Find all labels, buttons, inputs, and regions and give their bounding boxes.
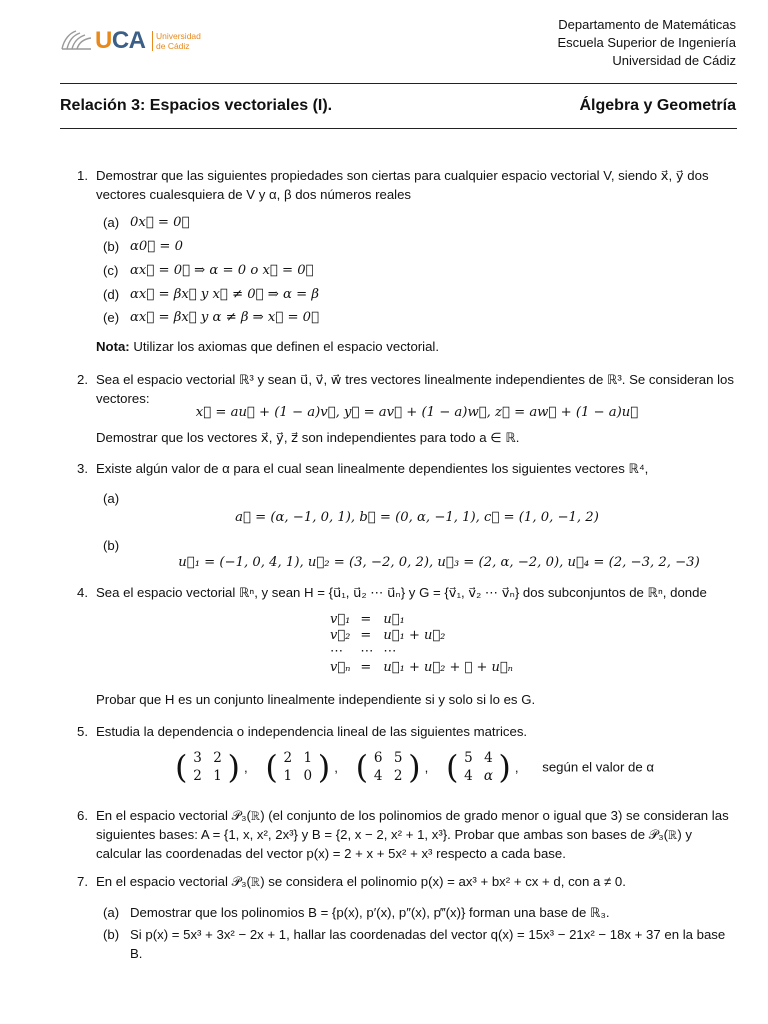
logo-subtitle: Universidad de Cádiz: [156, 31, 201, 51]
row-eq: =: [360, 628, 372, 643]
problem-2-equation: x⃗ = au⃗ + (1 − a)v⃗, y⃗ = av⃗ + (1 − a)w⃗, z⃗ = aw⃗ + (1 − a)u⃗: [195, 405, 639, 420]
top-rule: [60, 83, 737, 84]
note-label: Nota:: [96, 339, 130, 354]
problem-1-text: Demostrar que las siguientes propiedades son ciertas para cualquier espacio vectorial V, siendo x⃗, y⃗ dos vectores cualesquiera de V y α, β dos números reales: [96, 168, 709, 202]
school-line: Escuela Superior de Ingeniería: [557, 35, 736, 50]
item-label: (b): [103, 927, 120, 942]
logo-divider: [152, 31, 153, 51]
title-rule: [60, 128, 737, 129]
row-rhs: u⃗₁: [383, 612, 405, 627]
system-row: [325, 644, 518, 660]
item-label: (b): [103, 538, 120, 553]
university-line: Universidad de Cádiz: [612, 53, 736, 68]
problem-3b-equation: u⃗₁ = (−1, 0, 4, 1), u⃗₂ = (3, −2, 0, 2), u⃗₃ = (2, α, −2, 0), u⃗₄ = (2, −3, 2, −3): [178, 555, 700, 570]
row-lhs: v⃗₁: [330, 612, 351, 627]
problem-number: 7.: [77, 874, 88, 889]
system-row: [325, 628, 518, 644]
problem-number: 5.: [77, 724, 88, 739]
problem-number: 3.: [77, 461, 88, 476]
item-label: (e): [103, 310, 120, 325]
item-text: 0x⃗ = 0⃗: [130, 215, 190, 230]
row-lhs: ⋯: [330, 644, 343, 659]
item-text: αx⃗ = 0⃗ ⇒ α = 0 o x⃗ = 0⃗: [130, 263, 314, 278]
department-line: Departamento de Matemáticas: [558, 17, 736, 32]
item-label: (a): [103, 215, 120, 230]
problem-3a-equation: a⃗ = (α, −1, 0, 1), b⃗ = (0, α, −1, 1), c⃗ = (1, 0, −1, 2): [235, 510, 599, 525]
problem-1-note: [96, 337, 738, 356]
row-rhs: u⃗₁ + u⃗₂: [383, 628, 446, 643]
row-eq: =: [360, 612, 372, 627]
row-lhs: v⃗ₙ: [330, 660, 351, 675]
item-label: (a): [103, 491, 120, 506]
problem-5-tail: según el valor de α: [542, 759, 654, 775]
problem-5-matrices: ( 3 2 2 1 ) , ( 2 1 1 0 ) , ( 6 5 4 2 ) , ( 5 4 4 α ) , según el valor de α: [175, 748, 654, 786]
logo-wordmark: UCA: [95, 27, 146, 54]
problem-4-text2: Probar que H es un conjunto linealmente independiente si y solo si lo es G.: [96, 692, 536, 707]
problem-2-text: Sea el espacio vectorial ℝ³ y sean u⃗, v⃗, w⃗ tres vectores linealmente independientes de ℝ³. Se consideran los vectores:: [96, 372, 734, 406]
item-label: (b): [103, 239, 120, 254]
course-title: Álgebra y Geometría: [579, 97, 736, 114]
item-text: Demostrar que los polinomios B = {p(x), p′(x), p″(x), p‴(x)} forman una base de ℝ₃.: [130, 905, 610, 920]
university-logo: [60, 27, 210, 55]
matrix: ( 2 1 1 0 ): [265, 748, 331, 786]
problem-number: 1.: [77, 168, 88, 183]
sheet-title: Relación 3: Espacios vectoriales (I).: [60, 97, 333, 114]
row-lhs: v⃗₂: [330, 628, 351, 643]
item-text: α0⃗ = 0: [130, 239, 184, 254]
row-eq: ⋯: [360, 644, 374, 659]
problem-number: 6.: [77, 808, 88, 823]
item-text: αx⃗ = βx⃗ y α ≠ β ⇒ x⃗ = 0⃗: [130, 310, 319, 325]
item-label: (d): [103, 287, 120, 302]
row-eq: =: [360, 660, 372, 675]
item-text: Si p(x) = 5x³ + 3x² − 2x + 1, hallar las coordenadas del vector q(x) = 15x³ − 21x² − 18x + 37 en la base B.: [130, 927, 726, 961]
problem-2-text2: Demostrar que los vectores x⃗, y⃗, z⃗ son independientes para todo a ∈ ℝ.: [96, 430, 520, 445]
problem-4-system: [325, 612, 518, 676]
matrix: ( 6 5 4 2 ): [355, 748, 421, 786]
matrix: ( 5 4 4 α ): [445, 748, 511, 786]
row-rhs: u⃗₁ + u⃗₂ + ⋯ + u⃗ₙ: [383, 660, 513, 675]
system-row: [325, 660, 518, 676]
problem-number: 2.: [77, 372, 88, 387]
logo-leaf-icon: [60, 29, 94, 51]
department-info: [557, 16, 736, 70]
item-label: (c): [103, 263, 119, 278]
problem-4-text: Sea el espacio vectorial ℝⁿ, y sean H = {u⃗₁, u⃗₂ ⋯ u⃗ₙ} y G = {v⃗₁, v⃗₂ ⋯ v⃗ₙ} dos subconjuntos de ℝⁿ, donde: [96, 585, 707, 600]
problem-7-text: En el espacio vectorial 𝒫₃(ℝ) se considera el polinomio p(x) = ax³ + bx² + cx + d, con a ≠ 0.: [96, 874, 626, 889]
item-label: (a): [103, 905, 120, 920]
problem-number: 4.: [77, 585, 88, 600]
item-text: αx⃗ = βx⃗ y x⃗ ≠ 0⃗ ⇒ α = β: [130, 287, 319, 302]
problem-5-text: Estudia la dependencia o independencia lineal de las siguientes matrices.: [96, 724, 528, 739]
row-rhs: ⋯: [383, 644, 397, 659]
problem-3-text: Existe algún valor de α para el cual sean linealmente dependientes los siguientes vectores ℝ⁴,: [96, 461, 649, 476]
system-row: [325, 612, 518, 628]
note-text: Utilizar los axiomas que definen el espacio vectorial.: [129, 339, 440, 354]
problem-6-text: En el espacio vectorial 𝒫₃(ℝ) (el conjunto de los polinomios de grado menor o igual que 3) se consideran las siguientes bases: A = {1, x, x², 2x³} y B = {2, x − 2, x² + 1, x³}. Probar que ambas son bases de 𝒫₃(ℝ) y calcular las coordenadas del vector p(x) = 2 + x + 5x² + x³ respecto a cada base.: [96, 808, 729, 861]
matrix: ( 3 2 2 1 ): [175, 748, 240, 786]
